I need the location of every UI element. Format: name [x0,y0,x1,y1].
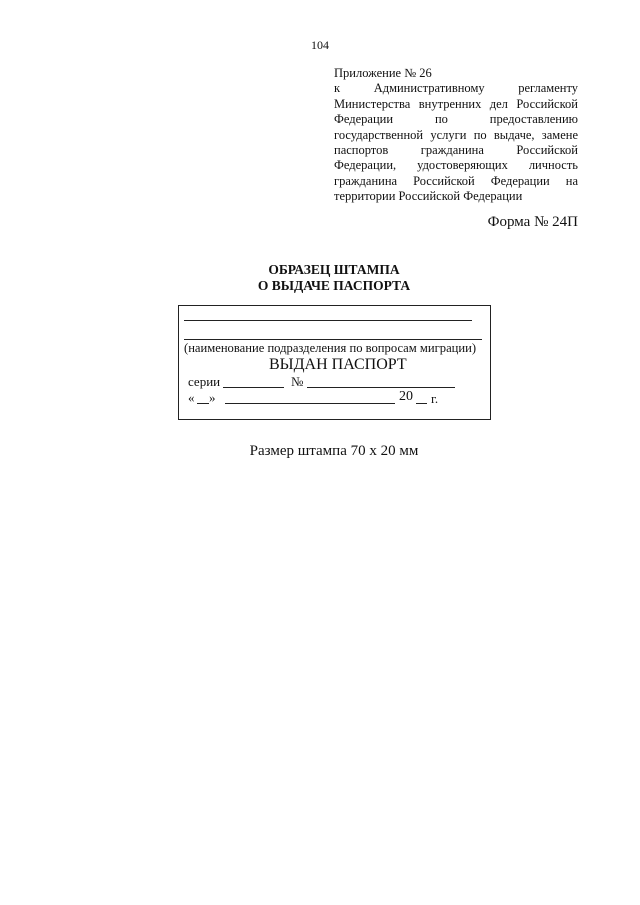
appendix-header [334,66,578,205]
appendix-line: Приложение № 26 [334,66,432,80]
appendix-line: гражданина Российской Федерации на [334,173,578,188]
year-prefix: 20 [399,389,413,404]
department-line-1 [184,320,472,321]
department-caption: (наименование подразделения по вопросам миграции) [184,341,477,355]
series-blank [223,387,284,388]
issued-passport-text: ВЫДАН ПАСПОРТ [269,356,407,373]
stamp-title [200,262,468,294]
year-blank [416,403,427,404]
page-number: 104 [311,38,329,52]
appendix-line: государственной услуги по выдаче, замене [334,127,578,142]
stamp-title-line-2: О ВЫДАЧЕ ПАСПОРТА [257,278,411,293]
stamp-title-line-1: ОБРАЗЕЦ ШТАМПА [268,262,400,277]
date-open-quote: « [188,390,195,405]
appendix-line: Федерации, удостоверяющих личность [334,158,578,173]
day-blank [197,403,209,404]
appendix-line: паспортов гражданина Российской [334,143,578,158]
date-close-quote: » [209,390,216,405]
number-label: № [291,374,304,389]
form-number: Форма № 24П [487,214,578,230]
appendix-line: территории Российской Федерации [334,189,523,204]
month-blank [225,403,395,404]
number-blank [307,387,455,388]
appendix-line: Министерства внутренних дел Российской [334,96,578,111]
year-suffix: г. [431,391,439,406]
series-label: серии [188,374,221,389]
department-line-2 [184,339,482,340]
stamp-sample-box [178,305,491,420]
appendix-line: Федерации по предоставлению [334,112,578,127]
appendix-line: к Административному регламенту [334,81,578,96]
stamp-size-note: Размер штампа 70 х 20 мм [249,443,419,459]
